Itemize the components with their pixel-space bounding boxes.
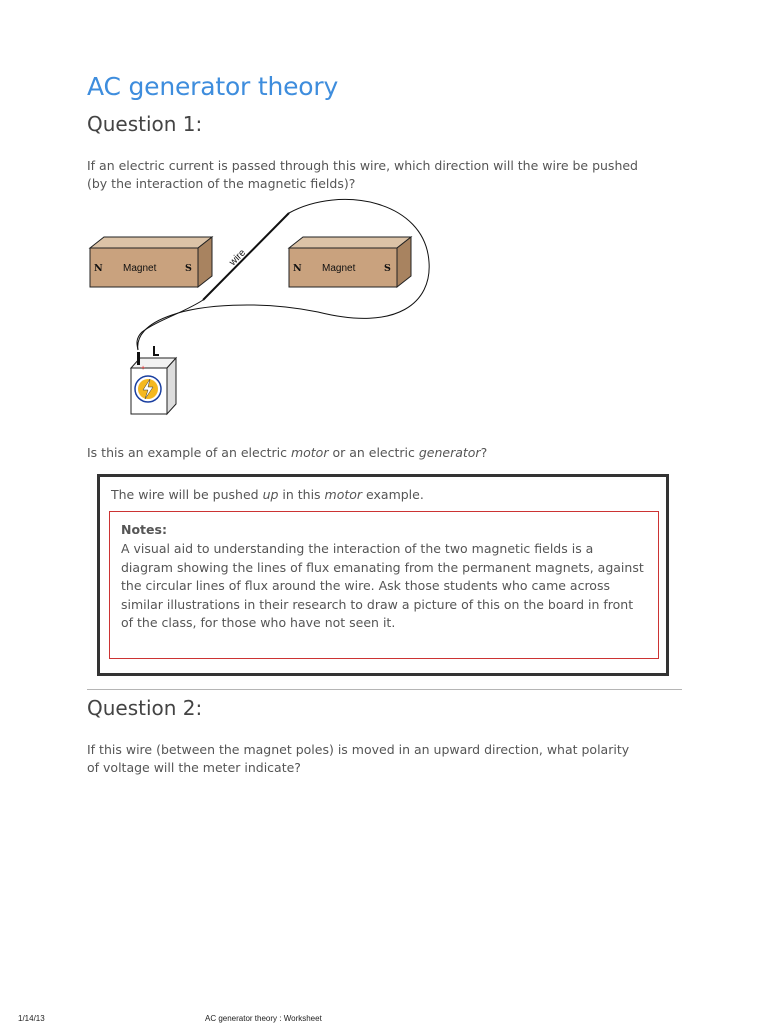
followup-text: Is this an example of an electric: [87, 445, 291, 460]
footer-date: 1/14/13: [18, 1014, 45, 1023]
question-1-prompt-line2: (by the interaction of the magnetic fields)?: [87, 176, 356, 191]
answer-text: [111, 487, 424, 502]
meter: [131, 346, 176, 414]
page-title: AC generator theory: [87, 72, 339, 101]
meter-plus-label: +: [141, 365, 146, 372]
followup-generator: generator: [418, 445, 481, 460]
notes-box: [109, 511, 659, 659]
question-2-heading: Question 2:: [87, 696, 203, 720]
followup-text-mid: or an electric: [328, 445, 419, 460]
answer-up: up: [262, 487, 279, 502]
right-magnet-label: Magnet: [322, 263, 356, 274]
motor-diagram: [80, 190, 450, 430]
left-magnet-south-label: S: [185, 263, 192, 274]
notes-label: Notes:: [121, 522, 167, 537]
return-wire: [137, 300, 203, 350]
question-1-followup: [87, 444, 687, 462]
meter-positive-terminal: [137, 352, 140, 365]
right-magnet-south-label: S: [384, 263, 391, 274]
answer-box: [97, 474, 669, 676]
left-magnet-north-label: N: [94, 263, 103, 274]
answer-motor: motor: [324, 487, 363, 502]
right-magnet-north-label: N: [293, 263, 302, 274]
left-magnet: [90, 237, 212, 287]
section-divider: [87, 689, 682, 690]
answer-text-mid: in this: [278, 487, 325, 502]
question-2-prompt: [87, 741, 687, 777]
question-1-prompt: [87, 157, 687, 193]
question-2-prompt-line1: If this wire (between the magnet poles) is moved in an upward direction, what polarity: [87, 742, 630, 757]
followup-text-end: ?: [480, 445, 488, 460]
notes-body: A visual aid to understanding the interaction of the two magnetic fields is a diagram showing the lines of flux emanating from the permanent magnets, against the circular lines of flux around the wire. Ask those students who came across similar illustrations in their research to draw a picture of this on the board in front of the class, for those who have not seen it.: [121, 541, 644, 630]
answer-text-start: The wire will be pushed: [111, 487, 263, 502]
left-magnet-label: Magnet: [123, 263, 157, 274]
followup-motor: motor: [290, 445, 329, 460]
footer-title: AC generator theory : Worksheet: [205, 1014, 322, 1023]
wire-label: wire: [227, 247, 249, 269]
question-1-heading: Question 1:: [87, 112, 203, 136]
question-1-prompt-line1: If an electric current is passed through this wire, which direction will the wire be pushed: [87, 158, 638, 173]
question-2-prompt-line2: of voltage will the meter indicate?: [87, 760, 301, 775]
answer-text-end: example.: [362, 487, 424, 502]
meter-negative-terminal: [154, 346, 159, 355]
right-magnet: [289, 237, 411, 287]
